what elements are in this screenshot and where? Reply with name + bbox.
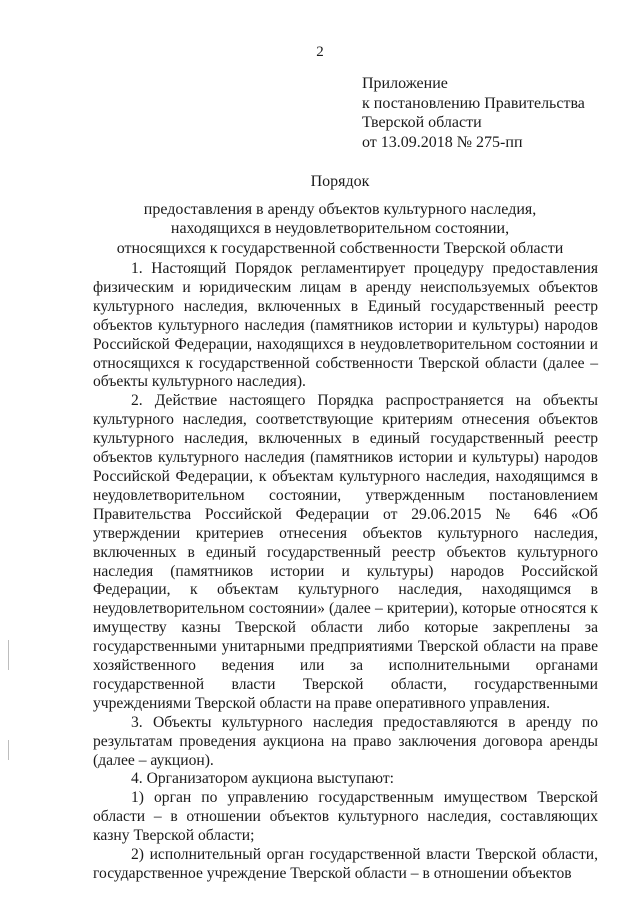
paragraph: 4. Организатором аукциона выступают: [131,770,394,788]
title-line: находящихся в неудовлетворительном состоянии, [170,220,510,237]
paragraph: 2. Действие настоящего Порядка распространяется на объекты культурного наследия, соответствующие критериям отнесения объектов культурного наследия, включенных в единый государственный реестр объектов культурного наследия (памятников истории и культуры) народов Российской Федерации, к объектам культурного наследия, находящимся в неудовлетворительном состоянии, утвержденным постановлением Правительства Российской Федерации от 29.06.2015 № 646 «Об утверждении критериев отнесения объектов культурного наследия, включенных в единый государственный реестр объектов культурного наследия (памятников истории и культуры) народов Российской Федерации, к объектам культурного наследия, находящимся в неудовлетворительном состоянии» (далее – критерии), которые относятся к имуществу казны Тверской области либо которые закреплены за государственными унитарными предприятиями Тверской области на праве хозяйственного ведения или за исполнительными органами государственной власти Тверской области, государственными учреждениями Тверской области на праве оперативного управления. [93,392,598,712]
paragraph: 1) орган по управлению государственным имуществом Тверской области – в отношении объектов культурного наследия, составляющих казну Тверской области; [93,789,598,845]
appendix-line: Приложение [362,75,448,92]
document-body [93,260,598,884]
title-heading: Порядок [310,173,370,190]
paragraph: 3. Объекты культурного наследия предоставляются в аренду по результатам проведения аукциона на право заключения договора аренды (далее – аукцион). [93,713,598,769]
title-line: предоставления в аренду объектов культурного наследия, [143,200,537,218]
paragraph: 1. Настоящий Порядок регламентирует процедуру предоставления физическим и юридическим лицам в аренду неиспользуемых объектов культурного наследия, включенных в Единый государственный реестр объектов культурного наследия (памятников истории и культуры) народов Российской Федерации, находящихся в неудовлетворительном состоянии и относящихся к государственной собственности Тверской области (далее – объекты культурного наследия). [93,260,598,391]
title-line: относящихся к государственной собственности Тверской области [116,239,564,257]
scan-artifact [8,640,9,670]
appendix-header [362,74,585,152]
page-number: 2 [316,44,324,60]
document-title [60,172,620,258]
scan-artifact [8,740,9,760]
paragraph: 2) исполнительный орган государственной власти Тверской области, государственное учреждение Тверской области – в отношении объектов [93,846,598,882]
appendix-line: к постановлению Правительства [362,94,585,112]
appendix-line: Тверской области [362,114,482,131]
appendix-line: от 13.09.2018 № 275-пп [362,133,523,151]
